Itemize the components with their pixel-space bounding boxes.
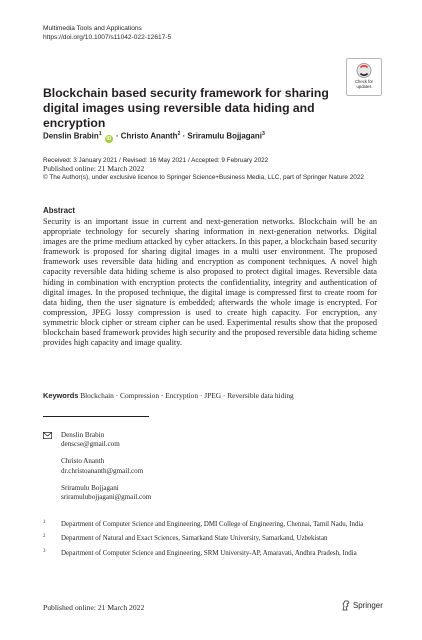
contact-name: Denslin Brabin	[61, 431, 105, 439]
contact-name: Christo Ananth	[61, 457, 105, 466]
copyright-icon: ©	[43, 173, 48, 181]
springer-logo[interactable]	[341, 600, 383, 611]
check-for-updates-button[interactable]	[346, 58, 382, 96]
check-updates-icon	[356, 62, 372, 79]
contact-email[interactable]: dr.christoananth@gmail.com	[61, 466, 144, 475]
paper-title: Blockchain based security framework for sharing digital images using reversible data hiding and encryption	[43, 86, 329, 130]
author-contacts	[43, 431, 151, 510]
envelope-icon	[43, 432, 52, 439]
copyright-text: The Author(s), under exclusive licence to Springer Science+Business Media, LLC, part of Springer Nature 2022	[49, 173, 364, 181]
abstract-heading: Abstract	[43, 206, 76, 215]
affiliations	[43, 521, 377, 564]
abstract-text: Security is an important issue in current and next-generation networks. Blockchain will be an appropriate technology for securely sharing information in next-generation networks. Digital images are the prime medium attacked by cyber attackers. In this paper, a blockchain based security framework is proposed for sharing digital images in a multi user environment. The proposed framework uses reversible data hiding and encryption as component techniques. A novel high capacity reversible data hiding scheme is also proposed to protect digital images. Reversible data hiding in combination with encryption protects the confidentiality, integrity and authentication of digital images. In the proposed technique, the digital image is compressed first to create room for data hiding, then the user signature is embedded; afterwards the whole image is encrypted. For compression, JPEG lossy compression is used to create high capacity. For encryption, any symmetric block cipher or stream cipher can be used. Experimental results show that the proposed blockchain based framework provides high security and the proposed reversible data hiding scheme provides high capacity and image quality.	[43, 217, 377, 348]
author-name[interactable]: Denslin Brabin	[43, 131, 99, 141]
orcid-icon[interactable]: iD	[106, 135, 112, 142]
keyword: Reversible data hiding	[227, 391, 294, 400]
keyword: Encryption	[165, 391, 199, 400]
journal-doi[interactable]: https://doi.org/10.1007/s11042-022-12617-5	[43, 34, 172, 41]
affiliation-number: 3	[43, 548, 46, 554]
contact-email[interactable]: denscse@gmail.com	[61, 440, 120, 449]
footer-published: Published online: 21 March 2022	[43, 603, 145, 612]
journal-header	[43, 24, 171, 42]
author-list: Denslin Brabin$^1$ iD · Christo Ananth$^2$ · Sriramulu Bojjagani$^3$	[43, 131, 265, 142]
author-affiliation-mark: 1	[98, 131, 102, 137]
copyright-notice	[43, 174, 364, 182]
keyword: Compression	[120, 391, 160, 400]
keywords-line: Keywords Blockchain · Compression · Encryption · JPEG · Reversible data hiding	[43, 391, 294, 400]
keyword: JPEG	[204, 391, 222, 400]
contact-email[interactable]: sriramulubojjagani@gmail.com	[61, 493, 152, 502]
journal-name: Multimedia Tools and Applications	[43, 25, 142, 32]
check-updates-line2: updates	[356, 83, 372, 89]
footnote-divider	[43, 416, 149, 417]
affiliation-item	[43, 521, 377, 530]
affiliation-number: 2	[43, 534, 46, 540]
publication-dates	[43, 157, 364, 182]
affiliation-item	[43, 535, 377, 544]
affiliation-text: Department of Computer Science and Engineering, DMI College of Engineering, Chennai, Tamil Nadu, India	[61, 521, 364, 528]
received-dates: Received: 3 January 2021 / Revised: 16 May 2021 / Accepted: 9 February 2022	[43, 157, 269, 164]
contact-entry	[43, 457, 151, 476]
affiliation-number: 1	[43, 520, 46, 525]
author-name[interactable]: Christo Ananth	[120, 131, 178, 141]
springer-horse-icon	[341, 600, 351, 611]
publisher-name: Springer	[353, 601, 383, 610]
published-online: Published online: 21 March 2022	[43, 164, 145, 174]
author-affiliation-mark: 3	[261, 131, 265, 137]
author-affiliation-mark: 2	[177, 131, 181, 137]
check-updates-line1: Check for	[355, 79, 373, 84]
contact-entry	[43, 484, 151, 503]
author-name[interactable]: Sriramulu Bojjagani	[187, 131, 262, 141]
contact-entry	[43, 431, 151, 450]
keywords-label: Keywords	[43, 391, 79, 400]
affiliation-text: Department of Natural and Exact Sciences, Samarkand State University, Samarkand, Uzbekistan	[61, 535, 328, 543]
keyword: Blockchain	[80, 391, 114, 400]
affiliation-item	[43, 550, 377, 559]
contact-name: Sriramulu Bojjagani	[61, 483, 119, 492]
affiliation-text: Department of Computer Science and Engineering, SRM University-AP, Amaravati, Andhra Pradesh, India	[61, 549, 357, 557]
